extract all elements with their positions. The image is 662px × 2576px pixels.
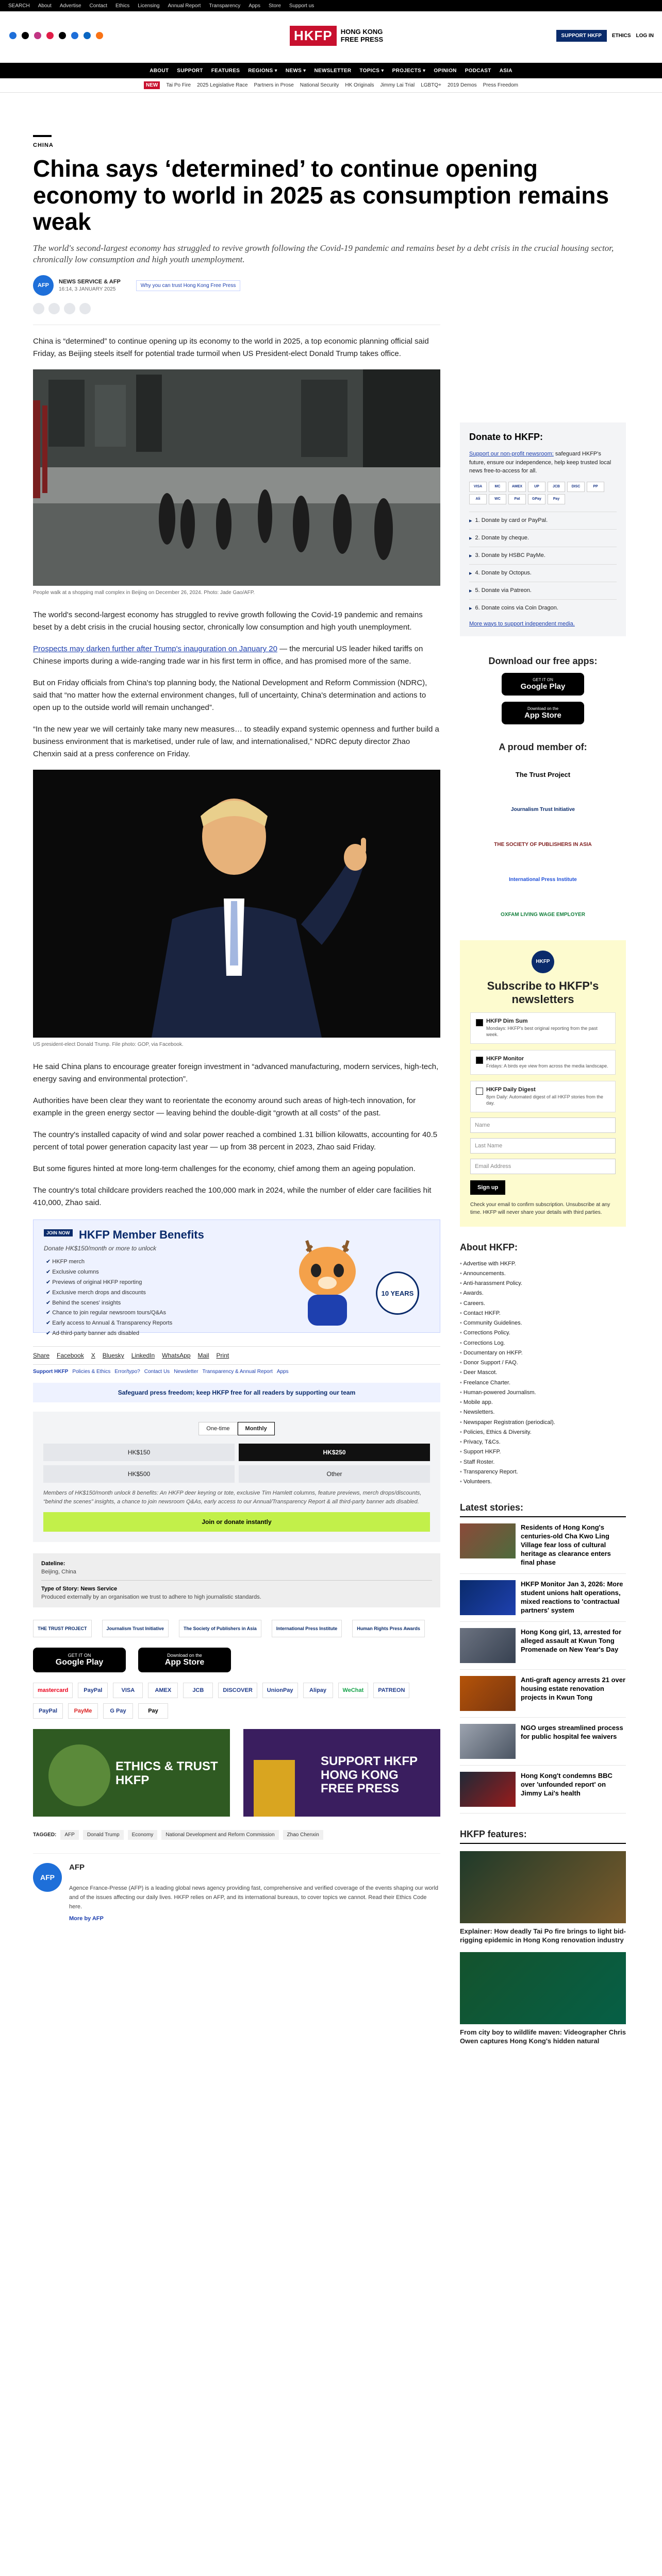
share-x[interactable]: X (91, 1352, 95, 1360)
sidebar-cards (469, 482, 617, 504)
ten-years-badge: 10 YEARS (376, 1272, 419, 1315)
subscribe-heading: Subscribe to HKFP's newsletters (487, 979, 599, 1006)
site-logo[interactable] (290, 26, 383, 46)
join-donate-button[interactable]: Join or donate instantly (43, 1512, 430, 1532)
about-link[interactable]: • Community Guidelines. (460, 1318, 626, 1328)
amount-other[interactable]: Other (239, 1465, 430, 1483)
newsletter-name: HKFP Dim Sum (486, 1018, 528, 1025)
donate-widget (33, 1412, 440, 1542)
benefit-item: ✔ HKFP merch (46, 1257, 172, 1267)
benefit-item: ✔ Chance to join regular newsroom tours/Q&As (46, 1308, 172, 1318)
feature-image[interactable] (460, 1851, 626, 1923)
story-title[interactable]: HKFP Monitor Jan 3, 2026: More student unions halt operations, mixed reactions to 'contractual partners' system (521, 1580, 623, 1614)
youtube-icon[interactable] (46, 32, 54, 39)
share-bluesky[interactable]: Bluesky (102, 1352, 124, 1360)
x-icon[interactable] (22, 32, 29, 39)
ethics-banner[interactable] (33, 1729, 230, 1817)
donate-option-payme[interactable]: ▸ 3. Donate by HSBC PayMe. (469, 547, 617, 564)
share-label[interactable]: Share (33, 1352, 50, 1360)
trump-photo (33, 770, 440, 1038)
nav-asia[interactable]: ASIA (499, 67, 512, 74)
topbar-search[interactable]: SEARCH (8, 3, 30, 9)
category-kicker[interactable]: CHINA (33, 142, 54, 148)
paragraph-text: — the mercurial US leader hiked tariffs on Chinese imports during a wide-ranging trade war in his first term in office, and has promised more of the same. (33, 645, 423, 666)
last-name-field[interactable]: Last Name (470, 1138, 616, 1154)
paypal-icon: PayPal (33, 1703, 63, 1719)
new-badge: NEW (144, 81, 160, 89)
feature-story[interactable] (460, 1952, 626, 2046)
newsletter-name: HKFP Daily Digest (486, 1087, 536, 1093)
email-field[interactable]: Email Address (470, 1159, 616, 1174)
about-link[interactable]: • Corrections Policy. (460, 1328, 626, 1338)
header-actions (556, 30, 654, 42)
visa-icon: VISA (469, 482, 487, 492)
nav-news[interactable]: NEWS ▾ (285, 67, 306, 74)
app-store-badge[interactable] (138, 1648, 231, 1672)
topbar-ethics[interactable]: Ethics (115, 3, 130, 9)
app-store-badges (33, 1648, 440, 1672)
donation-options (469, 512, 617, 617)
tag[interactable]: National Development and Reform Commission (161, 1830, 278, 1840)
footer-transparency[interactable]: Transparency & Annual Report (202, 1369, 273, 1375)
app-store-small: Download on the (527, 706, 559, 711)
about-link[interactable]: • Newsletters. (460, 1408, 626, 1417)
share-print[interactable]: Print (216, 1352, 229, 1360)
jcb-icon: JCB (548, 482, 565, 492)
donate-option-patreon[interactable]: ▸ 5. Donate via Patreon. (469, 582, 617, 599)
feature-title[interactable]: From city boy to wildlife maven: Videographer Chris Owen captures Hong Kong's hidden natural (460, 2028, 626, 2045)
about-link[interactable]: • Corrections Log. (460, 1338, 626, 1348)
discover-icon: DISC (567, 482, 585, 492)
sidebar-donate-intro (469, 450, 617, 476)
logo-mark: HKFP (290, 26, 337, 46)
share-email-icon[interactable] (79, 303, 91, 314)
support-banner-text: SUPPORT HKFP HONG KONG FREE PRESS (321, 1754, 418, 1796)
features-heading: HKFP features: (460, 1829, 626, 1844)
benefits-title: HKFP Member Benefits (79, 1228, 204, 1242)
about-link[interactable]: • Staff Roster. (460, 1458, 626, 1467)
more-ways-link[interactable]: More ways to support independent media. (469, 620, 575, 627)
login-link[interactable]: LOG IN (636, 33, 654, 39)
paragraph: “In the new year we will certainly take many new measures… to steadily expand systemic openness and further build a business environment that is marketised, under rule of law, and internationalised,” NDRC deputy director Zhao Chenxin said at a press conference on Friday. (33, 725, 439, 759)
mall-photo (33, 369, 440, 586)
tag[interactable]: Donald Trump (83, 1830, 124, 1840)
trending-legco[interactable]: 2025 Legislative Race (197, 82, 248, 88)
byline (33, 275, 440, 296)
newsletter-option-dim-sum[interactable] (470, 1012, 616, 1043)
rss-icon[interactable] (96, 32, 103, 39)
visa-icon: VISA (113, 1683, 143, 1698)
paragraph: He said China plans to encourage greater foreign investment in “advanced manufacturing, modern services, high-tech, energy saving and environmental protection”. (33, 1062, 439, 1084)
support-banner[interactable] (243, 1729, 440, 1817)
sidebar-donate (460, 422, 626, 636)
share-icons (33, 303, 440, 314)
tag[interactable]: Zhao Chenxin (283, 1830, 323, 1840)
ipi-logo[interactable]: International Press Institute (509, 877, 577, 883)
sopa-logo[interactable]: THE SOCIETY OF PUBLISHERS IN ASIA (494, 842, 592, 848)
tag[interactable]: AFP (60, 1830, 78, 1840)
about-link[interactable]: • Advertise with HKFP. (460, 1259, 626, 1269)
proud-member-heading: A proud member of: (499, 741, 587, 752)
nav-regions[interactable]: REGIONS ▾ (248, 67, 277, 74)
payment-methods (33, 1683, 440, 1719)
support-hkfp-button[interactable]: SUPPORT HKFP (556, 30, 607, 42)
membership-logos (33, 1620, 440, 1637)
share-facebook[interactable]: Facebook (57, 1352, 84, 1360)
mastercard-icon: mastercard (33, 1683, 73, 1698)
gpay-icon: GPay (528, 494, 545, 504)
amount-grid (43, 1444, 430, 1483)
signup-fineprint: Check your email to confirm subscription. Unsubscribe at any time. HKFP will never share your details with third parties. (470, 1201, 610, 1215)
story-title[interactable]: Anti-graft agency arrests 21 over housing estate renovation projects in Kwun Tong (521, 1675, 626, 1701)
footer-error[interactable]: Error/typo? (114, 1369, 140, 1375)
facebook-icon[interactable] (9, 32, 16, 39)
frequency-toggle (43, 1422, 430, 1435)
feature-story[interactable] (460, 1851, 626, 1945)
story-thumbnail[interactable] (460, 1580, 516, 1615)
paragraph: But on Friday officials from China's top planning body, the National Development and Reform Commission (NDRC), said that “no matter how the external environment changes, full of uncertainty, China's determination and actions to open up to the outside world will remain unchanged”. (33, 679, 427, 713)
story-title[interactable]: Hong Kong't condemns BBC over 'unfounded report' on Jimmy Lai's health (521, 1771, 613, 1797)
share-linkedin[interactable]: LinkedIn (131, 1352, 155, 1360)
promo-banners (33, 1729, 440, 1817)
author-avatar[interactable]: AFP (33, 275, 54, 296)
sidebar-donate-heading: Donate to HKFP: (469, 432, 543, 442)
author-name[interactable]: NEWS SERVICE & AFP (59, 279, 121, 285)
photo-caption: People walk at a shopping mall complex in Beijing on December 26, 2024. Photo: Jade Gao/AFP. (33, 590, 255, 596)
hrpa-logo[interactable]: Human Rights Press Awards (352, 1620, 425, 1637)
topbar-about[interactable]: About (38, 3, 52, 9)
about-link[interactable]: • Freelance Charter. (460, 1378, 626, 1388)
member-benefits-banner[interactable] (33, 1219, 440, 1336)
hkfp-badge-icon: HKFP (532, 951, 554, 973)
footer-contact[interactable]: Contact Us (144, 1369, 170, 1375)
benefit-item: ✔ Previews of original HKFP reporting (46, 1278, 172, 1288)
story-type-desc: Produced externally by an organisation we trust to adhere to high journalistic standards. (41, 1594, 261, 1601)
trending-2019[interactable]: 2019 Demos (447, 82, 477, 88)
footer-apps[interactable]: Apps (276, 1369, 289, 1375)
paragraph: But some figures hinted at more long-term challenges for the economy, chief among them an ageing population. (33, 1164, 416, 1174)
share-whatsapp[interactable]: WhatsApp (162, 1352, 191, 1360)
topbar-apps[interactable]: Apps (249, 3, 260, 9)
trending-nav (0, 78, 662, 93)
linkedin-icon[interactable] (84, 32, 91, 39)
about-link[interactable]: • Policies, Ethics & Diversity. (460, 1428, 626, 1437)
story-thumbnail[interactable] (460, 1724, 516, 1759)
story-type-label: Type of Story: News Service (41, 1586, 118, 1592)
share-mail[interactable]: Mail (197, 1352, 209, 1360)
ethics-link[interactable]: ETHICS (611, 33, 631, 39)
latest-heading: Latest stories: (460, 1502, 626, 1517)
google-play-small: GET IT ON (68, 1653, 91, 1658)
threads-icon[interactable] (59, 32, 66, 39)
kicker-rule (33, 135, 52, 137)
apps-heading: Download our free apps: (488, 655, 598, 666)
newsletter-signup (460, 940, 626, 1227)
topbar-annual-report[interactable]: Annual Report (168, 3, 201, 9)
topbar-store[interactable]: Store (269, 3, 281, 9)
nav-newsletter[interactable]: NEWSLETTER (314, 67, 352, 74)
ipi-logo[interactable]: International Press Institute (272, 1620, 342, 1637)
article-title: China says ‘determined’ to continue opening economy to world in 2025 as consumption remains weak (33, 155, 609, 235)
author-box (33, 1853, 440, 1922)
topbar-contact[interactable]: Contact (89, 3, 107, 9)
nav-about[interactable]: ABOUT (150, 67, 169, 74)
newsletter-desc: Mondays: HKFP's best original reporting from the past week. (486, 1026, 598, 1037)
oxfam-logo[interactable]: OXFAM LIVING WAGE EMPLOYER (501, 912, 585, 918)
dateline-label: Dateline: (41, 1561, 65, 1567)
story-thumbnail[interactable] (460, 1628, 516, 1663)
utility-bar (0, 0, 662, 11)
about-link[interactable]: • Deer Mascot. (460, 1368, 626, 1378)
story-title[interactable]: Residents of Hong Kong's centuries-old Cha Kwo Ling Village fear loss of cultural heritage as clearance enters final phase (521, 1523, 611, 1567)
alipay-icon: Ali (469, 494, 487, 504)
topbar-transparency[interactable]: Transparency (209, 3, 241, 9)
about-link[interactable]: • Contact HKFP. (460, 1309, 626, 1318)
newsletter-desc: 8pm Daily: Automated digest of all HKFP stories from the day. (486, 1094, 603, 1106)
more-by-author-link[interactable]: More by AFP (69, 1916, 104, 1922)
first-name-field[interactable]: Name (470, 1117, 616, 1133)
applepay-icon: Pay (138, 1703, 168, 1719)
about-link[interactable]: • Human-powered Journalism. (460, 1388, 626, 1398)
social-icons (9, 32, 103, 39)
about-link[interactable]: • Support HKFP. (460, 1447, 626, 1457)
wechat-icon: WC (489, 494, 506, 504)
sopa-logo[interactable]: The Society of Publishers in Asia (179, 1620, 261, 1637)
jcb-icon: JCB (183, 1683, 213, 1698)
trust-project-logo[interactable]: The Trust Project (515, 771, 571, 778)
topbar-support[interactable]: Support us (289, 3, 315, 9)
paragraph: The country's total childcare providers reached the 100,000 mark in 2024, while the number of elder care facilities hit 410,000, Zhao said. (33, 1186, 432, 1208)
amex-icon: AMEX (508, 482, 526, 492)
benefits-subtitle: Donate HK$150/month or more to unlock (44, 1245, 157, 1252)
mastercard-icon: MC (489, 482, 506, 492)
about-link[interactable]: • Anti-harassment Policy. (460, 1279, 626, 1289)
safeguard-banner[interactable]: Safeguard press freedom; keep HKFP free for all readers by supporting our team (33, 1383, 440, 1402)
about-links (460, 1259, 626, 1487)
nav-opinion[interactable]: OPINION (434, 67, 457, 74)
paypal-icon: PP (587, 482, 604, 492)
ethics-banner-text: ETHICS & TRUST HKFP (115, 1759, 218, 1787)
tag[interactable]: Economy (128, 1830, 158, 1840)
sidebar-google-play[interactable] (502, 673, 584, 696)
amount-500[interactable]: HK$500 (43, 1465, 235, 1483)
author-box-bio: Agence France-Presse (AFP) is a leading global news agency providing fast, comprehensive and verified coverage of the events shaping our world and of the issues affecting our daily lives. HKFP relies on AFP, and its international bureaus, to cover topics we cannot. Read their Ethics Code here. (69, 1885, 439, 1910)
story-meta (33, 1553, 440, 1607)
story-thumbnail[interactable] (460, 1523, 516, 1558)
paragraph: Authorities have been clear they want to reorientate the economy around such areas of high-tech innovation, for example in the green energy sector — leaving behind the double-digit “growth at all costs” of the past. (33, 1096, 416, 1118)
trust-link[interactable]: Why you can trust Hong Kong Free Press (136, 280, 241, 291)
share-facebook-icon[interactable] (33, 303, 44, 314)
app-store-label: App Store (524, 710, 561, 720)
main-nav (0, 63, 662, 78)
paragraph: China is “determined” to continue opening up its economy to the world in 2025, a top economic planning official said Friday, as Beijing steels itself for potential trade turmoil when US President-elect Donald Trump takes office. (33, 337, 429, 359)
dateline-value: Beijing, China (41, 1569, 76, 1575)
freq-one-time[interactable]: One-time (198, 1422, 237, 1435)
donate-option-cheque[interactable]: ▸ 2. Donate by cheque. (469, 529, 617, 547)
trending-partners[interactable]: Partners in Prose (254, 82, 294, 88)
footer-support[interactable]: Support HKFP (33, 1369, 69, 1375)
about-link[interactable]: • Volunteers. (460, 1477, 626, 1487)
benefit-item: ✔ Exclusive columns (46, 1267, 172, 1278)
benefit-item: ✔ Early access to Annual & Transparency Reports (46, 1318, 172, 1329)
app-store-small: Download on the (167, 1653, 202, 1658)
divider (41, 1580, 432, 1581)
nav-topics[interactable]: TOPICS ▾ (359, 67, 384, 74)
latest-story[interactable] (460, 1718, 626, 1766)
donate-option-card[interactable]: ▸ 1. Donate by card or PayPal. (469, 512, 617, 529)
latest-story[interactable] (460, 1670, 626, 1718)
about-link[interactable]: • Announcements. (460, 1269, 626, 1279)
amount-250[interactable]: HK$250 (239, 1444, 430, 1461)
bluesky-icon[interactable] (71, 32, 78, 39)
payme-icon: PayMe (68, 1703, 98, 1719)
trending-jimmy-lai[interactable]: Jimmy Lai Trial (380, 82, 415, 88)
article-dek: The world's second-largest economy has struggled to revive growth following the Covid-19 pandemic and remains beset by a debt crisis in the crucial housing sector, chronically low consumption and high youth unemployment. (33, 243, 614, 265)
app-store-label: App Store (164, 1658, 205, 1667)
story-thumbnail[interactable] (460, 1676, 516, 1711)
google-play-small: GET IT ON (533, 677, 553, 682)
about-link[interactable]: • Mobile app. (460, 1398, 626, 1408)
jti-logo[interactable]: Journalism Trust Initiative (102, 1620, 169, 1637)
trending-press-freedom[interactable]: Press Freedom (483, 82, 519, 88)
google-play-badge[interactable] (33, 1648, 126, 1672)
about-link[interactable]: • Transparency Report. (460, 1467, 626, 1477)
benefits-list (46, 1257, 172, 1338)
google-play-label: Google Play (55, 1658, 104, 1667)
trust-project-logo[interactable]: THE TRUST PROJECT (33, 1620, 92, 1637)
trending-natsec[interactable]: National Security (300, 82, 339, 88)
about-link[interactable]: • Careers. (460, 1299, 626, 1309)
signup-button[interactable]: Sign up (470, 1180, 505, 1195)
paypal-icon: PayPal (78, 1683, 108, 1698)
story-title[interactable]: Hong Kong girl, 13, arrested for alleged assault at Kwun Tong Promenade on New Year's Day (521, 1628, 622, 1653)
intro-text: safeguard HKFP's future, ensure our independence, help keep trusted local news free-to-access for all. (469, 451, 611, 474)
author-box-name[interactable]: AFP (69, 1863, 85, 1872)
tags-label: TAGGED: (33, 1832, 57, 1838)
newsletter-option-digest[interactable] (470, 1081, 616, 1112)
about-link[interactable]: • Privacy, T&Cs. (460, 1437, 626, 1447)
paragraph (33, 643, 440, 668)
tags (33, 1830, 440, 1840)
author-box-avatar[interactable]: AFP (33, 1863, 62, 1892)
trending-originals[interactable]: HK Originals (345, 82, 374, 88)
newsletter-desc: Fridays: A birds eye view from across the media landscape. (486, 1063, 608, 1069)
nonprofit-link[interactable]: Support our non-profit newsroom: (469, 451, 554, 457)
gpay-icon: G Pay (103, 1703, 133, 1719)
newsletter-option-monitor[interactable] (470, 1050, 616, 1075)
about-link[interactable]: • Awards. (460, 1289, 626, 1298)
trending-tai-po-fire[interactable]: Tai Po Fire (166, 82, 191, 88)
google-play-label: Google Play (520, 682, 566, 691)
footer-policies[interactable]: Policies & Ethics (72, 1369, 111, 1375)
share-whatsapp-icon[interactable] (64, 303, 75, 314)
feature-image[interactable] (460, 1952, 626, 2024)
story-thumbnail[interactable] (460, 1772, 516, 1807)
benefit-item: ✔ Behind the scenes' insights (46, 1298, 172, 1309)
photo-caption: US president-elect Donald Trump. File photo: GOP, via Facebook. (33, 1042, 184, 1048)
discover-icon: DISCOVER (218, 1683, 257, 1698)
instagram-icon[interactable] (34, 32, 41, 39)
patreon-icon: PATREON (373, 1683, 409, 1698)
benefit-item: ✔ Ad-third-party banner ads disabled (46, 1329, 172, 1339)
topbar-licensing[interactable]: Licensing (138, 3, 160, 9)
donate-option-octopus[interactable]: ▸ 4. Donate by Octopus. (469, 564, 617, 582)
latest-story[interactable] (460, 1517, 626, 1573)
about-link[interactable]: • Donor Support / FAQ. (460, 1358, 626, 1368)
jti-logo[interactable]: Journalism Trust Initiative (511, 807, 575, 812)
freq-monthly[interactable]: Monthly (238, 1422, 275, 1435)
inline-link[interactable]: Prospects may darken further after Trump's inauguration on January 20 (33, 645, 277, 654)
latest-story[interactable] (460, 1622, 626, 1670)
deer-mascot (276, 1225, 379, 1328)
alipay-icon: Alipay (303, 1683, 333, 1698)
paragraph: The country's installed capacity of wind and solar power reached a combined 1.31 billion kilowatts, accounting for 40.5 percent of total power generation capacity last year — up from 38 percent in 2023, Zhao said Friday. (33, 1130, 438, 1152)
donate-note: Members of HK$150/month unlock 8 benefits: An HKFP deer keyring or tote, exclusive Tim Hamlett columns, feature previews, merch drops/discounts, “behind the scenes” insights, a chance to join newsroom Q&As, early access to our Annual/Transparency Report & all third-party banner ads disabled. (43, 1490, 422, 1505)
latest-story[interactable] (460, 1766, 626, 1814)
newsletter-name: HKFP Monitor (486, 1055, 524, 1062)
article-footer-links (33, 1369, 440, 1375)
site-header (0, 11, 662, 63)
applepay-icon: Pay (548, 494, 565, 504)
share-x-icon[interactable] (48, 303, 60, 314)
nav-support[interactable]: SUPPORT (177, 67, 203, 74)
sidebar-app-store[interactable] (502, 702, 584, 724)
story-title[interactable]: NGO urges streamlined process for public hospital fee waivers (521, 1723, 623, 1740)
logo-line-1: HONG KONG (340, 28, 383, 36)
amex-icon: AMEX (148, 1683, 178, 1698)
wechat-icon: WeChat (338, 1683, 369, 1698)
nav-podcast[interactable]: PODCAST (465, 67, 491, 74)
unionpay-icon: UP (528, 482, 545, 492)
amount-150[interactable]: HK$150 (43, 1444, 235, 1461)
nav-projects[interactable]: PROJECTS ▾ (392, 67, 426, 74)
logo-wordmark (341, 28, 383, 43)
trending-lgbtq[interactable]: LGBTQ+ (421, 82, 441, 88)
latest-story[interactable] (460, 1574, 626, 1622)
patreon-icon: Pat (508, 494, 526, 504)
about-heading: About HKFP: (460, 1242, 518, 1252)
topbar-advertise[interactable]: Advertise (59, 3, 81, 9)
about-link[interactable]: • Newspaper Registration (periodical). (460, 1418, 626, 1428)
sidebar (460, 422, 626, 2045)
donate-option-coins[interactable]: ▸ 6. Donate coins via Coin Dragon. (469, 599, 617, 617)
share-links-bar (33, 1346, 440, 1365)
about-link[interactable]: • Documentary on HKFP. (460, 1348, 626, 1358)
feature-title[interactable]: Explainer: How deadly Tai Po fire brings to light bid-rigging epidemic in Hong Kong renovation industry (460, 1927, 626, 1944)
logo-line-2: FREE PRESS (340, 35, 384, 43)
publish-date: 16:14, 3 JANUARY 2025 (59, 286, 116, 293)
nav-features[interactable]: FEATURES (211, 67, 240, 74)
paragraph: The world's second-largest economy has struggled to revive growth following the Covid-19 pandemic and remains beset by a debt crisis in the crucial housing sector, chronically low consumption and high youth unemployment. (33, 611, 423, 632)
join-now-badge[interactable]: JOIN NOW (44, 1229, 73, 1236)
footer-newsletter[interactable]: Newsletter (174, 1369, 198, 1375)
unionpay-icon: UnionPay (262, 1683, 298, 1698)
benefit-item: ✔ Exclusive merch drops and discounts (46, 1288, 172, 1298)
